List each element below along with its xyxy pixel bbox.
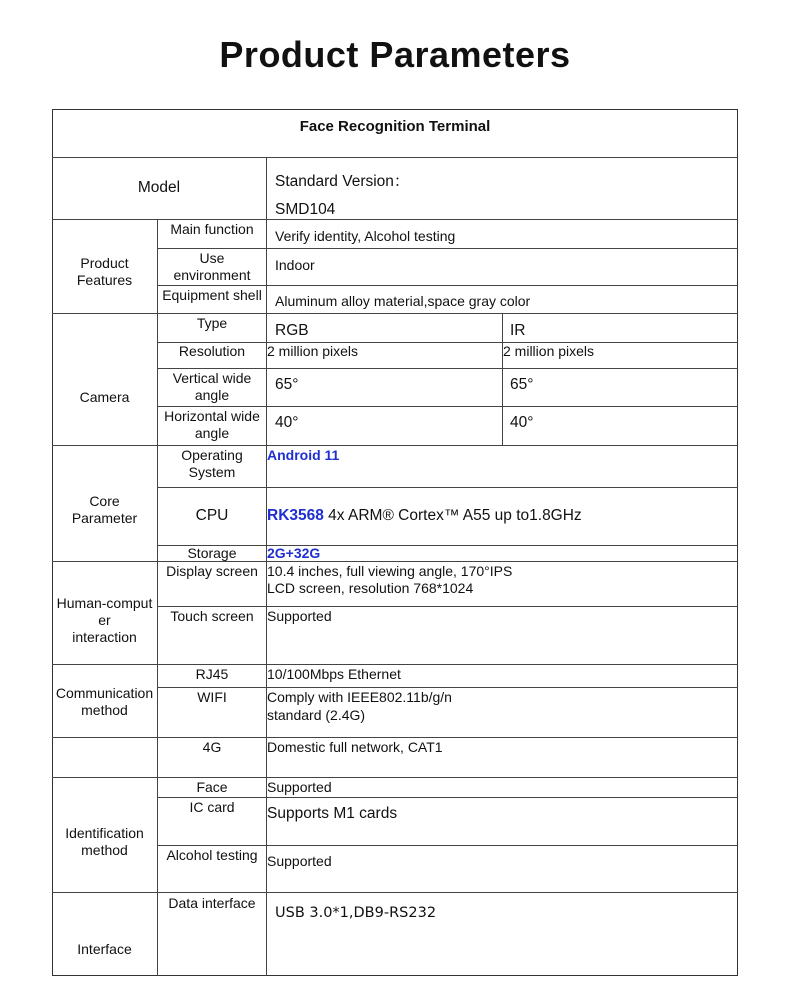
ic-card-value: Supports M1 cards <box>267 805 398 822</box>
display-screen-line2: LCD screen, resolution 768*1024 <box>267 580 474 596</box>
use-environment-value: Indoor <box>275 257 315 273</box>
camera-label: Camera <box>79 389 130 405</box>
equipment-shell-label: Equipment shell <box>162 287 262 303</box>
alcohol-value: Supported <box>267 853 332 869</box>
horizontal-angle-rgb: 40° <box>275 414 299 431</box>
cpu-spec: 4x ARM® Cortex™ A55 up to1.8GHz <box>323 507 582 524</box>
hci-label: Human-comput er interaction <box>56 595 153 645</box>
touch-screen-label: Touch screen <box>170 608 254 624</box>
ic-card-label: IC card <box>189 799 235 815</box>
main-function-value: Verify identity, Alcohol testing <box>275 228 456 244</box>
resolution-label: Resolution <box>178 343 246 359</box>
product-features-label: Product Features <box>76 255 133 288</box>
face-value: Supported <box>267 779 332 795</box>
wifi-line2: standard (2.4G) <box>267 707 366 723</box>
wifi-label: WIFI <box>197 689 227 705</box>
resolution-rgb: 2 million pixels <box>267 343 359 359</box>
vertical-angle-label: Vertical wide angle <box>172 370 252 403</box>
vertical-angle-ir: 65° <box>510 376 534 393</box>
interface-label: Interface <box>77 941 132 957</box>
face-label: Face <box>196 779 228 795</box>
4g-value: Domestic full network, CAT1 <box>267 739 443 755</box>
display-screen-line1: 10.4 inches, full viewing angle, 170°IPS <box>267 563 513 579</box>
identification-label: Identification method <box>65 825 144 858</box>
cpu-label: CPU <box>195 507 229 524</box>
display-screen-label: Display screen <box>166 563 258 579</box>
cpu-model: RK3568 <box>267 507 324 524</box>
equipment-shell-value: Aluminum alloy material,space gray color <box>275 293 531 309</box>
cpu-value <box>267 507 582 524</box>
camera-type-label: Type <box>196 315 228 331</box>
model-line2: SMD104 <box>275 201 336 218</box>
data-interface-value: USB 3.0*1,DB9-RS232 <box>275 905 437 921</box>
resolution-ir: 2 million pixels <box>503 343 595 359</box>
main-function-label: Main function <box>170 221 254 237</box>
rj45-label: RJ45 <box>195 666 229 682</box>
horizontal-angle-label: Horizontal wide angle <box>164 408 260 441</box>
rj45-value: 10/100Mbps Ethernet <box>267 666 401 682</box>
communication-label: Communication method <box>55 685 154 718</box>
camera-type-rgb: RGB <box>275 322 309 339</box>
alcohol-label: Alcohol testing <box>166 847 258 863</box>
horizontal-angle-ir: 40° <box>510 414 534 431</box>
page-title: Product Parameters <box>219 34 571 75</box>
os-value: Android 11 <box>267 447 340 463</box>
storage-label: Storage <box>187 545 237 561</box>
model-label: Model <box>137 179 181 196</box>
camera-type-ir: IR <box>510 322 526 339</box>
4g-label: 4G <box>202 739 222 755</box>
storage-value: 2G+32G <box>267 545 321 561</box>
os-label: Operating System <box>181 447 243 480</box>
data-interface-label: Data interface <box>168 895 256 911</box>
table-header: Face Recognition Terminal <box>299 118 491 135</box>
core-parameter-label: Core Parameter <box>71 493 138 526</box>
wifi-line1: Comply with IEEE802.11b/g/n <box>267 689 452 705</box>
touch-screen-value: Supported <box>267 608 332 624</box>
use-environment-label: Use environment <box>173 250 251 283</box>
model-line1: Standard Version： <box>275 173 410 190</box>
vertical-angle-rgb: 65° <box>275 376 299 393</box>
